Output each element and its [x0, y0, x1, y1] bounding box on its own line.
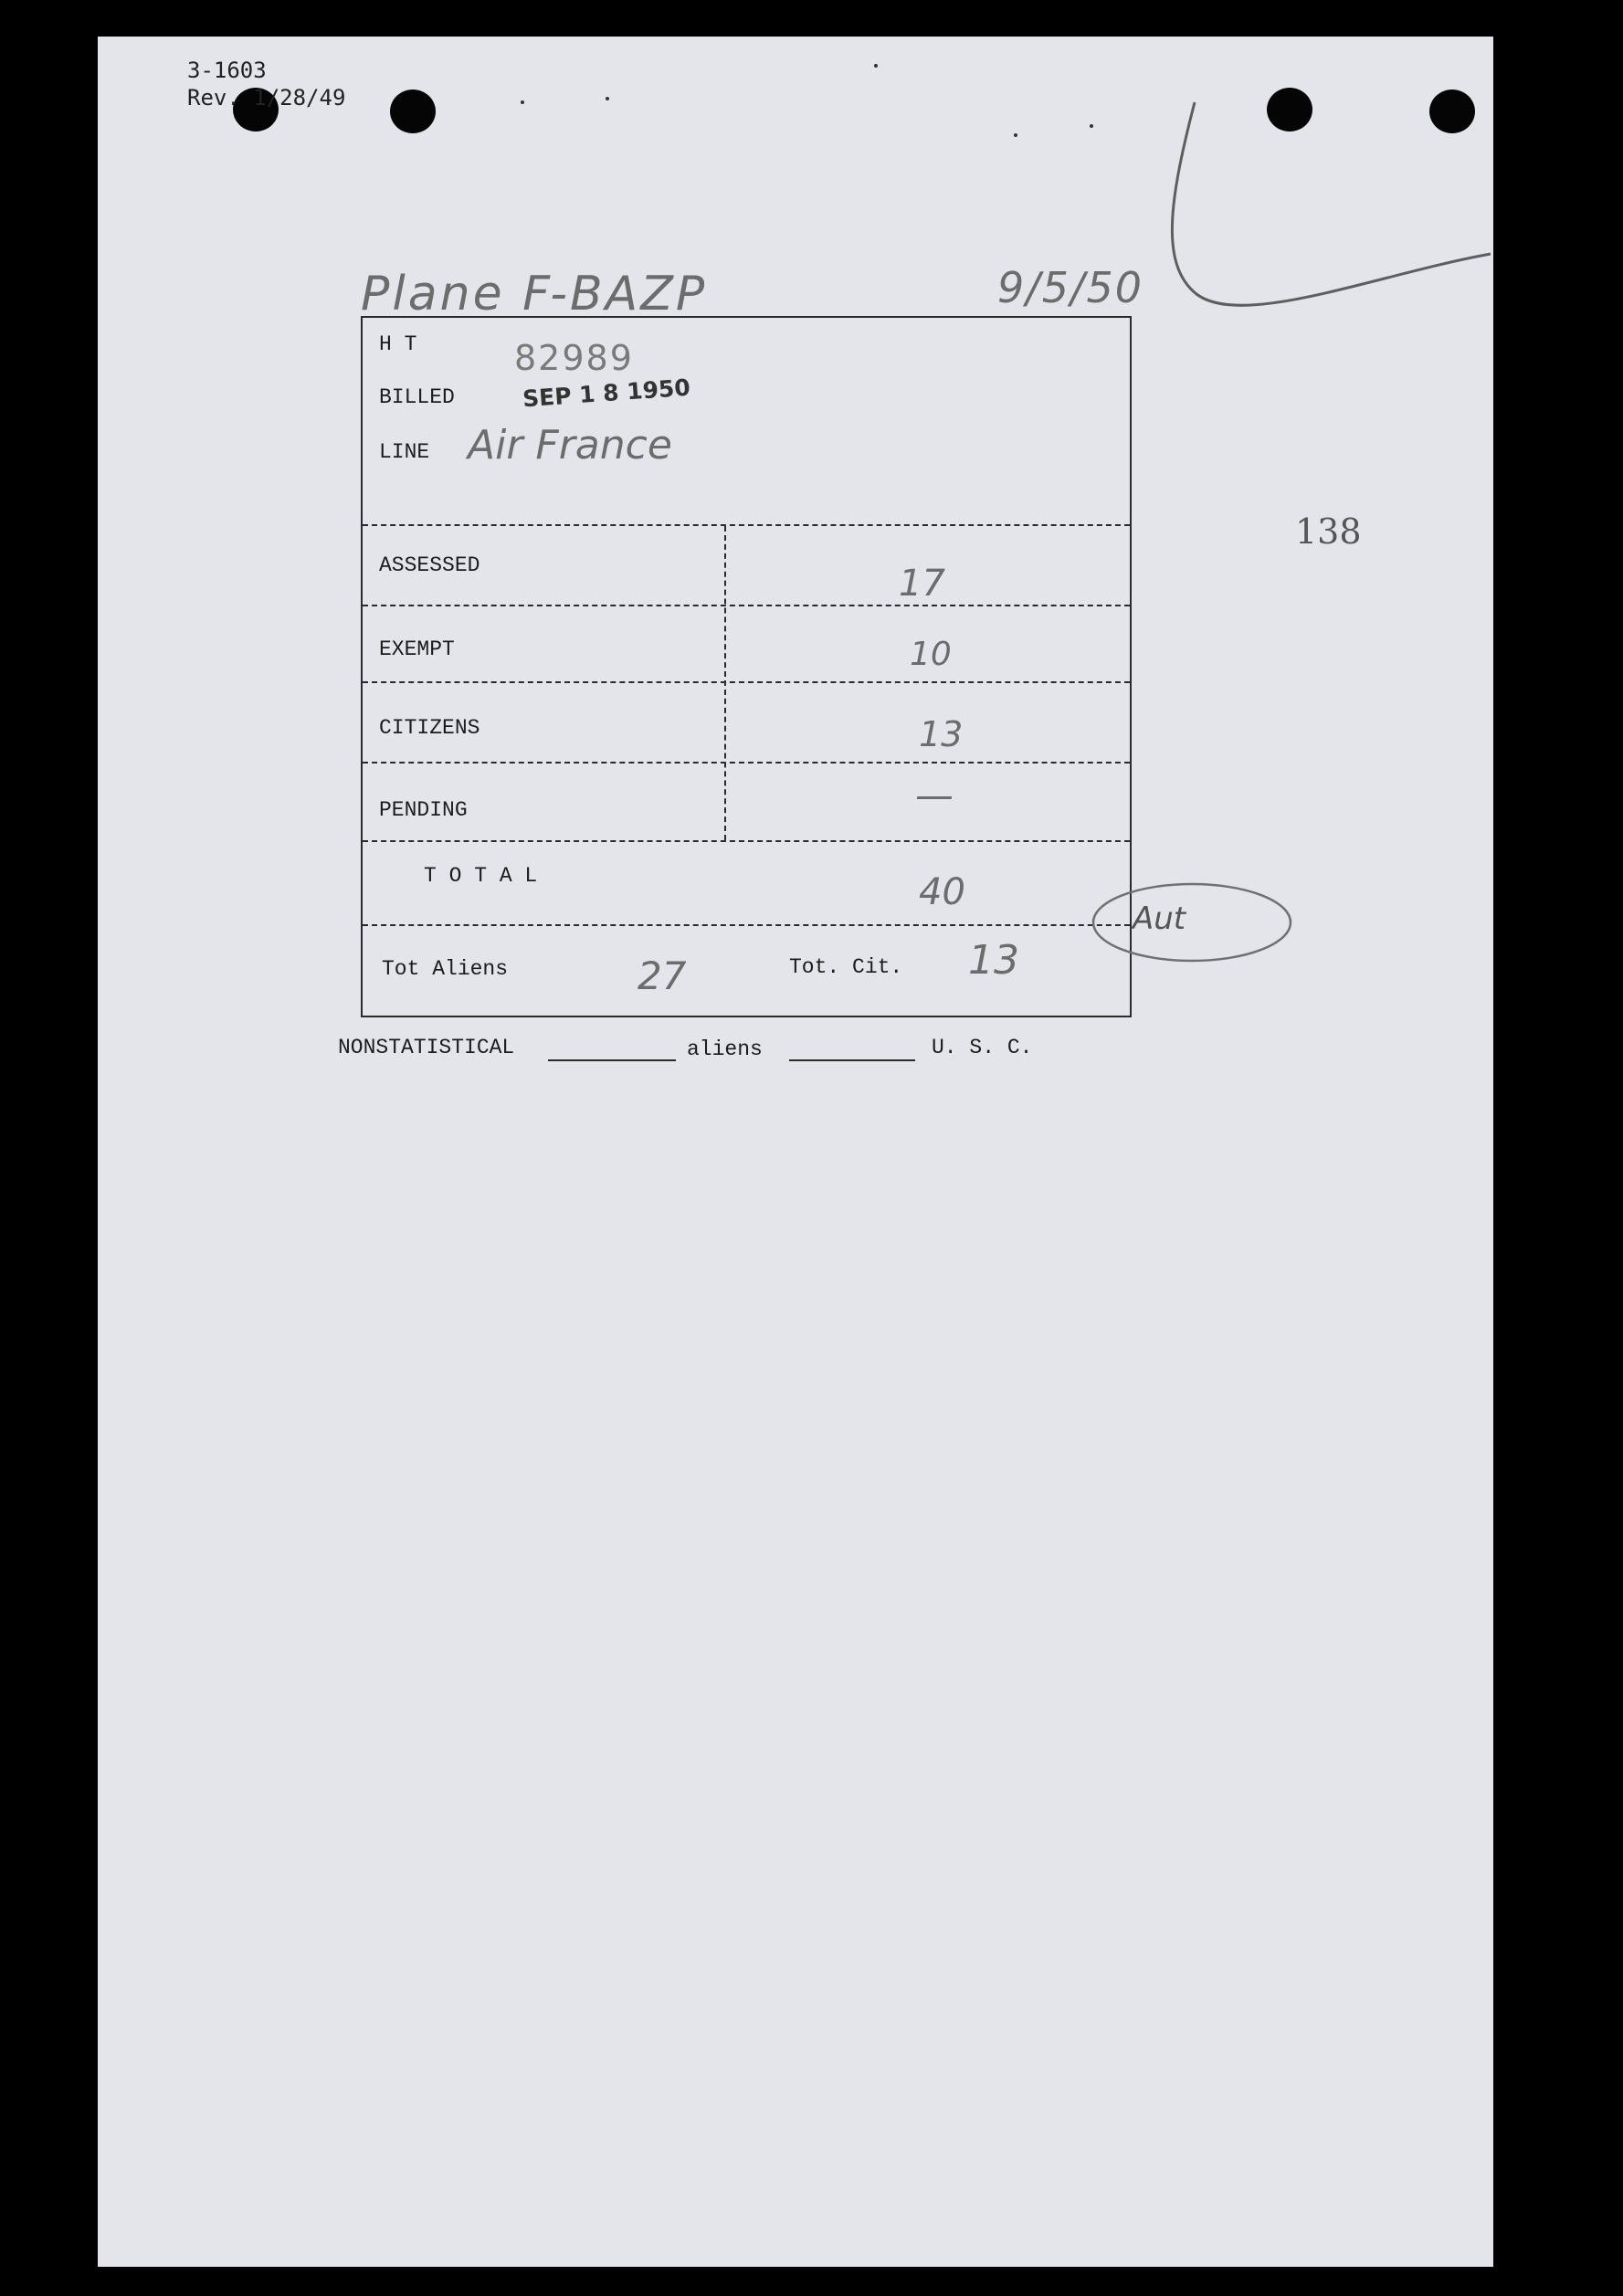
nonstatistical-blank: [548, 1059, 676, 1061]
usc-label: U. S. C.: [932, 1036, 1033, 1059]
divider: [363, 924, 1130, 926]
ht-number: 82989: [514, 338, 634, 378]
row-pending-value: —: [915, 773, 954, 817]
row-exempt-label: EXEMPT: [379, 637, 455, 661]
initials: Aut: [1133, 900, 1186, 937]
ht-label: H T: [379, 332, 417, 356]
form-number-line: 3-1603: [187, 58, 267, 83]
tot-aliens-label: Tot Aliens: [382, 957, 509, 981]
form-revision-line: Rev. 1/28/49: [187, 85, 346, 111]
aliens-blank: [789, 1059, 915, 1061]
tot-cit-label: Tot. Cit.: [789, 955, 903, 979]
tot-aliens-value: 27: [638, 953, 687, 998]
pencil-mark: [1160, 91, 1498, 356]
plane-registration: Plane F-BAZP: [361, 267, 708, 321]
handwritten-date: 9/5/50: [997, 263, 1144, 312]
line-label: LINE: [379, 440, 430, 464]
speck: [521, 100, 524, 104]
row-assessed-value: 17: [899, 563, 945, 605]
divider: [363, 605, 1130, 606]
initials-ellipse: [1089, 877, 1295, 968]
column-divider: [724, 526, 726, 840]
divider: [363, 681, 1130, 683]
page-number: 138: [1295, 511, 1362, 552]
row-exempt-value: 10: [910, 636, 952, 673]
divider: [363, 524, 1130, 526]
tot-cit-value: 13: [968, 937, 1019, 984]
row-pending-label: PENDING: [379, 798, 468, 822]
row-citizens-label: CITIZENS: [379, 716, 480, 740]
airline-name: Air France: [468, 422, 672, 469]
speck: [1090, 124, 1093, 128]
punch-hole: [390, 90, 436, 133]
speck: [606, 97, 609, 100]
speck: [874, 64, 878, 68]
billed-label: BILLED: [379, 385, 455, 409]
row-assessed-label: ASSESSED: [379, 553, 480, 577]
aliens-label: aliens: [687, 1037, 763, 1061]
form-number: [187, 57, 345, 111]
speck: [1014, 133, 1017, 137]
billed-date-stamp: SEP 1 8 1950: [522, 374, 691, 413]
divider: [363, 762, 1130, 764]
nonstatistical-label: NONSTATISTICAL: [338, 1036, 515, 1059]
row-citizens-value: 13: [919, 714, 964, 754]
total-value: 40: [919, 871, 965, 913]
divider: [363, 840, 1130, 842]
total-label: T O T A L: [424, 864, 538, 888]
